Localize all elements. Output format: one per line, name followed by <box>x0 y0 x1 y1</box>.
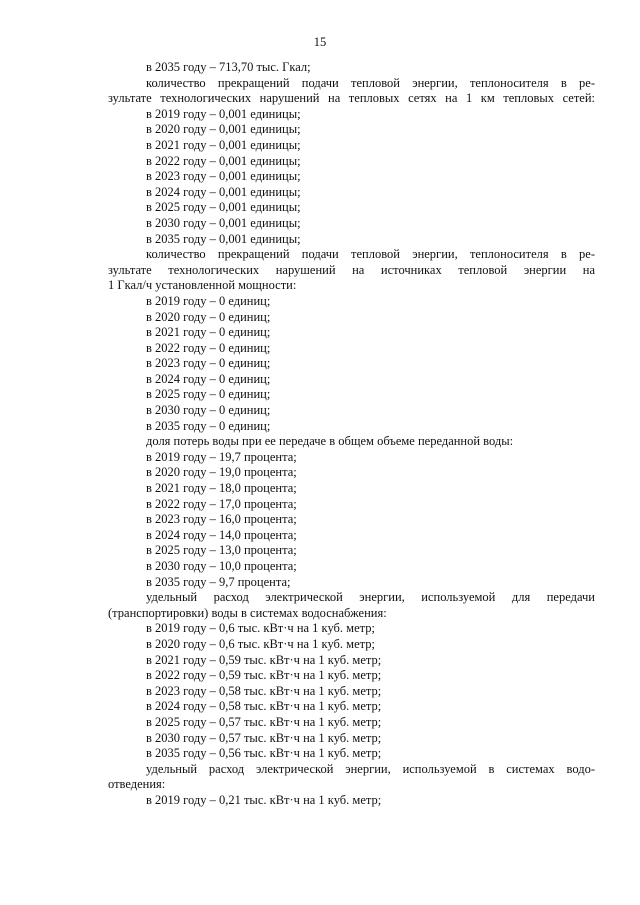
list-item: в 2030 году – 0 единиц; <box>146 403 271 418</box>
list-item: в 2024 году – 0 единиц; <box>146 371 271 386</box>
paragraph-heat-network-line-1: количество прекращений подачи тепловой энергии, теплоносителя в ре- <box>146 75 595 90</box>
paragraph-water-supply-energy-line-1: удельный расход электрической энергии, используемой для передачи <box>146 590 595 605</box>
paragraph-heat-source-line-1: количество прекращений подачи тепловой энергии, теплоносителя в ре- <box>146 247 595 262</box>
list-item: в 2035 году – 0,001 единицы; <box>146 231 301 246</box>
paragraph-heat-network-line-2: зультате технологических нарушений на тепловых сетях на 1 км тепловых сетей: <box>108 91 595 106</box>
list-item: в 2035 году – 0 единиц; <box>146 418 271 433</box>
list-item: в 2019 году – 0,21 тыс. кВт·ч на 1 куб. метр; <box>146 792 382 807</box>
list-item: в 2024 году – 0,58 тыс. кВт·ч на 1 куб. метр; <box>146 699 382 714</box>
paragraph-heat-source-line-3: 1 Гкал/ч установленной мощности: <box>108 278 297 293</box>
list-item: в 2025 году – 0 единиц; <box>146 387 271 402</box>
list-item: в 2023 году – 0,001 единицы; <box>146 169 301 184</box>
list-item: в 2022 году – 0,001 единицы; <box>146 153 301 168</box>
document-body <box>108 60 595 809</box>
list-item: в 2023 году – 0,58 тыс. кВт·ч на 1 куб. метр; <box>146 683 382 698</box>
list-item: в 2022 году – 17,0 процента; <box>146 496 297 511</box>
list-item: в 2035 году – 9,7 процента; <box>146 574 291 589</box>
list-item: в 2020 году – 19,0 процента; <box>146 465 297 480</box>
list-item: в 2023 году – 16,0 процента; <box>146 512 297 527</box>
paragraph-heat-source-line-2: зультате технологических нарушений на источниках тепловой энергии на <box>108 262 595 277</box>
page-number: 15 <box>313 35 327 49</box>
list-item: в 2035 году – 0,56 тыс. кВт·ч на 1 куб. метр; <box>146 746 382 761</box>
list-item: в 2021 году – 0 единиц; <box>146 325 271 340</box>
list-item: в 2021 году – 18,0 процента; <box>146 481 297 496</box>
list-item: в 2021 году – 0,59 тыс. кВт·ч на 1 куб. метр; <box>146 652 382 667</box>
list-item: в 2020 году – 0 единиц; <box>146 309 271 324</box>
list-item: в 2030 году – 0,001 единицы; <box>146 215 301 230</box>
list-item: в 2030 году – 0,57 тыс. кВт·ч на 1 куб. метр; <box>146 730 382 745</box>
list-item: в 2019 году – 0,6 тыс. кВт·ч на 1 куб. метр; <box>146 621 375 636</box>
list-item: в 2019 году – 19,7 процента; <box>146 449 297 464</box>
paragraph-water-loss: доля потерь воды при ее передаче в общем объеме переданной воды: <box>146 434 514 449</box>
list-item: в 2024 году – 0,001 единицы; <box>146 184 301 199</box>
list-item: в 2035 году – 713,70 тыс. Гкал; <box>146 60 311 74</box>
list-item: в 2020 году – 0,6 тыс. кВт·ч на 1 куб. метр; <box>146 636 375 651</box>
list-item: в 2019 году – 0 единиц; <box>146 293 271 308</box>
list-item: в 2019 году – 0,001 единицы; <box>146 106 301 121</box>
paragraph-wastewater-energy-line-2: отведения: <box>108 777 166 792</box>
list-item: в 2020 году – 0,001 единицы; <box>146 122 301 137</box>
paragraph-water-supply-energy-line-2: (транспортировки) воды в системах водоснабжения: <box>108 605 387 620</box>
list-item: в 2023 году – 0 единиц; <box>146 356 271 371</box>
list-item: в 2025 году – 0,57 тыс. кВт·ч на 1 куб. метр; <box>146 714 382 729</box>
list-item: в 2025 году – 0,001 единицы; <box>146 200 301 215</box>
paragraph-wastewater-energy-line-1: удельный расход электрической энергии, используемой в системах водо- <box>146 761 595 776</box>
list-item: в 2021 году – 0,001 единицы; <box>146 137 301 152</box>
list-item: в 2022 году – 0 единиц; <box>146 340 271 355</box>
list-item: в 2022 году – 0,59 тыс. кВт·ч на 1 куб. метр; <box>146 668 382 683</box>
list-item: в 2030 году – 10,0 процента; <box>146 559 297 573</box>
list-item: в 2024 году – 14,0 процента; <box>146 527 297 542</box>
list-item: в 2025 году – 13,0 процента; <box>146 543 297 558</box>
